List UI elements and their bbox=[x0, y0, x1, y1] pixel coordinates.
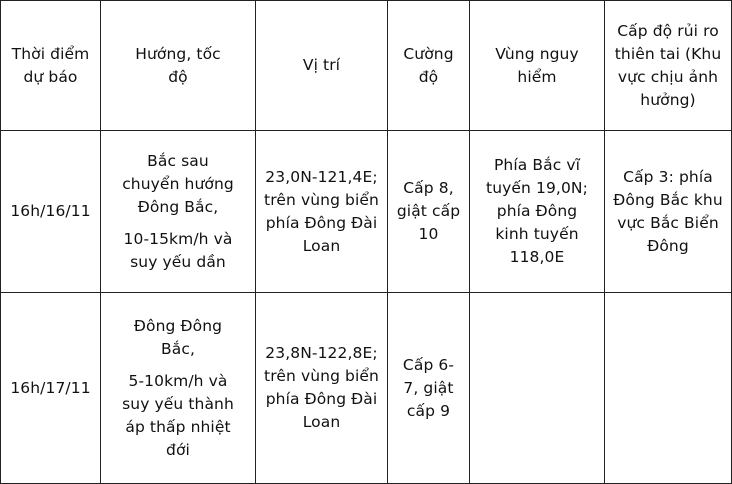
cell-risk-level-line: vực Bắc Biển bbox=[617, 213, 719, 232]
cell-risk-level bbox=[605, 131, 732, 293]
header-risk-level-line: thiên tai (Khu bbox=[614, 44, 722, 63]
cell-time-text: 16h/16/11 bbox=[10, 202, 91, 220]
cell-risk-level bbox=[605, 293, 732, 484]
header-danger-zone bbox=[470, 1, 605, 131]
cell-intensity bbox=[388, 293, 470, 484]
header-position bbox=[256, 1, 388, 131]
cell-speed-line: áp thấp nhiệt bbox=[125, 417, 231, 436]
cell-speed-line: đới bbox=[166, 440, 190, 459]
cell-speed-line: suy yếu dần bbox=[130, 252, 226, 271]
header-time-line: dự báo bbox=[23, 67, 78, 86]
cell-position-line: trên vùng biển bbox=[264, 367, 379, 385]
cell-danger-zone-line: Phía Bắc vĩ bbox=[493, 156, 581, 174]
cell-direction-line: Bắc, bbox=[161, 339, 195, 358]
cell-position-line: Loan bbox=[302, 413, 341, 431]
cell-danger-zone-line: kinh tuyến bbox=[495, 225, 579, 243]
cell-risk-level-line: Đông Bắc khu bbox=[613, 190, 723, 209]
cell-position bbox=[256, 293, 388, 484]
cell-intensity-line: cấp 9 bbox=[406, 401, 451, 420]
cell-position-line: trên vùng biển bbox=[264, 190, 379, 209]
header-intensity-line: độ bbox=[418, 67, 439, 86]
table-row bbox=[1, 293, 732, 484]
cell-time bbox=[1, 293, 101, 484]
header-danger-zone-line: hiểm bbox=[517, 67, 557, 86]
cell-position bbox=[256, 131, 388, 293]
cell-intensity-line: 10 bbox=[418, 225, 439, 243]
cell-time bbox=[1, 131, 101, 293]
header-time-line: Thời điểm bbox=[11, 44, 90, 63]
cell-direction-line: Bắc sau bbox=[147, 151, 209, 170]
cell-speed-line: 5-10km/h và bbox=[128, 371, 228, 390]
cell-risk-level-line: Cấp 3: phía bbox=[623, 167, 713, 186]
header-danger-zone-line: Vùng nguy bbox=[495, 44, 579, 63]
cell-position-line: phía Đông Đài bbox=[265, 390, 378, 408]
cell-time-text: 16h/17/11 bbox=[10, 378, 91, 397]
header-time bbox=[1, 1, 101, 131]
header-row bbox=[1, 1, 732, 131]
cell-danger-zone bbox=[470, 131, 605, 293]
table-row bbox=[1, 131, 732, 293]
cell-intensity-line: giật cấp bbox=[396, 202, 461, 220]
header-intensity bbox=[388, 1, 470, 131]
cell-danger-zone-line: tuyến 19,0N; bbox=[486, 179, 588, 197]
cell-direction-line: Đông Đông bbox=[133, 316, 223, 335]
cell-speed-line: suy yếu thành bbox=[122, 394, 234, 413]
cell-position-line: Loan bbox=[302, 236, 341, 255]
header-risk-level-line: Cấp độ rủi ro bbox=[617, 21, 719, 40]
header-risk-level-line: vực chịu ảnh bbox=[617, 67, 719, 86]
cell-direction-line: chuyển hướng bbox=[122, 174, 234, 193]
header-risk-level bbox=[605, 1, 732, 131]
header-direction-line: độ bbox=[168, 67, 188, 86]
cell-intensity-line: 7, giật bbox=[403, 378, 454, 397]
cell-position-line: phía Đông Đài bbox=[265, 213, 378, 232]
cell-danger-zone-line: phía Đông bbox=[496, 202, 578, 220]
header-direction bbox=[101, 1, 256, 131]
cell-danger-zone-line: 118,0E bbox=[509, 248, 565, 266]
cell-direction bbox=[101, 293, 256, 484]
cell-intensity-line: Cấp 8, bbox=[403, 179, 454, 197]
cell-direction bbox=[101, 131, 256, 293]
cell-position-line: 23,0N-121,4E; bbox=[265, 167, 378, 186]
cell-danger-zone bbox=[470, 293, 605, 484]
cell-intensity-line: Cấp 6- bbox=[402, 355, 455, 374]
header-intensity-line: Cường bbox=[403, 44, 454, 63]
cell-risk-level-line: Đông bbox=[647, 236, 689, 255]
cell-position-line: 23,8N-122,8E; bbox=[265, 344, 378, 362]
cell-intensity bbox=[388, 131, 470, 293]
header-direction-line: Hướng, tốc bbox=[135, 44, 221, 63]
cell-direction-line: Đông Bắc, bbox=[137, 197, 219, 216]
cell-speed-line: 10-15km/h và bbox=[123, 229, 233, 248]
header-position-line: Vị trí bbox=[302, 56, 341, 74]
header-risk-level-line: hưởng) bbox=[640, 90, 696, 109]
